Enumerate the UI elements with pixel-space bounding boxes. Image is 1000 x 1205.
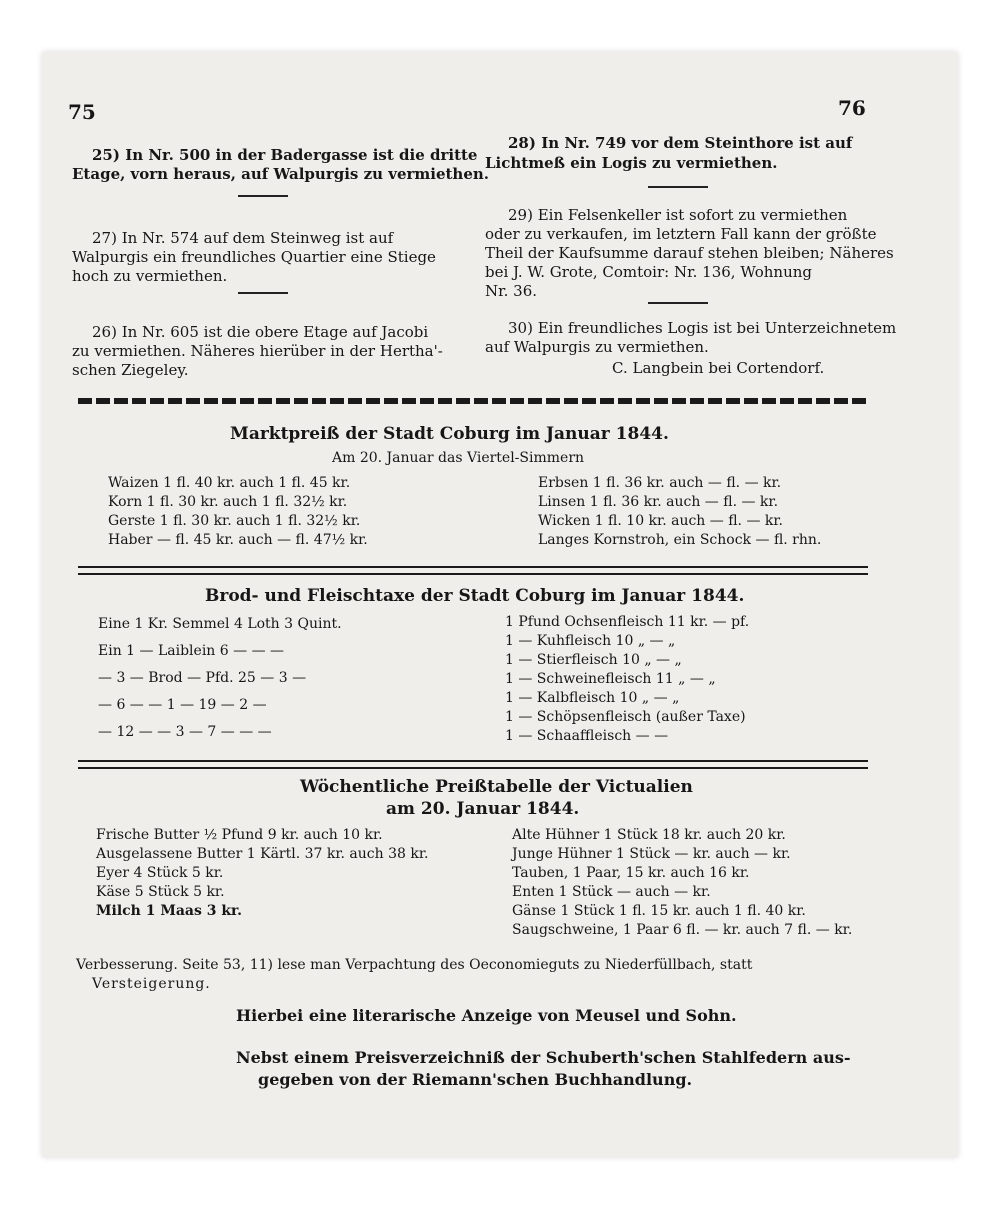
ad-26-line-3: schen Ziegeley. xyxy=(72,361,189,379)
victual-row: Milch 1 Maas 3 kr. xyxy=(96,903,243,919)
ad-30-line-1: 30) Ein freundliches Logis ist bei Unterzeichnetem xyxy=(508,319,897,337)
bread-row: — 6 — — 1 — 19 — 2 — xyxy=(98,697,267,713)
meat-row: 1 — Kalbfleisch 10 „ — „ xyxy=(505,690,680,706)
ad-26-line-1: 26) In Nr. 605 ist die obere Etage auf Jacobi xyxy=(92,323,429,341)
bread-row: Eine 1 Kr. Semmel 4 Loth 3 Quint. xyxy=(98,616,342,632)
separator-rule xyxy=(238,195,288,197)
market-row: Langes Kornstroh, ein Schock — fl. rhn. xyxy=(538,532,822,548)
separator-rule xyxy=(648,302,708,304)
weekly-subtitle: am 20. Januar 1844. xyxy=(386,799,580,819)
victual-row: Alte Hühner 1 Stück 18 kr. auch 20 kr. xyxy=(512,827,786,843)
ad-26-line-2: zu vermiethen. Näheres hierüber in der Hertha'- xyxy=(72,342,443,360)
ad-27-line-1: 27) In Nr. 574 auf dem Steinweg ist auf xyxy=(92,229,394,247)
ad-29-line-5: Nr. 36. xyxy=(485,282,538,300)
separator-rule xyxy=(238,292,288,294)
notice-price-list-line-1: Nebst einem Preisverzeichniß der Schuberth'schen Stahlfedern aus- xyxy=(236,1048,851,1067)
notice-literary: Hierbei eine literarische Anzeige von Meusel und Sohn. xyxy=(236,1006,737,1025)
meat-row: 1 — Schweinefleisch 11 „ — „ xyxy=(505,671,716,687)
ad-30-signature: C. Langbein bei Cortendorf. xyxy=(612,359,825,377)
bread-title: Brod- und Fleischtaxe der Stadt Coburg im Januar 1844. xyxy=(205,586,745,606)
meat-row: 1 Pfund Ochsenfleisch 11 kr. — pf. xyxy=(505,614,750,630)
bread-row: Ein 1 — Laiblein 6 — — — xyxy=(98,643,285,659)
page-number-left: 75 xyxy=(68,100,96,124)
bread-row: — 3 — Brod — Pfd. 25 — 3 — xyxy=(98,670,307,686)
ad-29-line-1: 29) Ein Felsenkeller ist sofort zu vermiethen xyxy=(508,206,848,224)
victual-row: Ausgelassene Butter 1 Kärtl. 37 kr. auch 38 kr. xyxy=(96,846,429,862)
market-row: Linsen 1 fl. 36 kr. auch — fl. — kr. xyxy=(538,494,779,510)
meat-row: 1 — Stierfleisch 10 „ — „ xyxy=(505,652,682,668)
wavy-divider xyxy=(78,398,868,404)
meat-row: 1 — Kuhfleisch 10 „ — „ xyxy=(505,633,676,649)
ad-25-line-1: 25) In Nr. 500 in der Badergasse ist die dritte xyxy=(92,146,478,164)
double-rule xyxy=(78,760,868,769)
bread-row: — 12 — — 3 — 7 — — — xyxy=(98,724,272,740)
ad-28-line-1: 28) In Nr. 749 vor dem Steinthore ist auf xyxy=(508,134,853,152)
double-rule xyxy=(78,566,868,575)
market-row: Gerste 1 fl. 30 kr. auch 1 fl. 32½ kr. xyxy=(108,513,361,529)
separator-rule xyxy=(648,186,708,188)
ad-27-line-2: Walpurgis ein freundliches Quartier eine Stiege xyxy=(72,248,436,266)
page-number-right: 76 xyxy=(838,96,866,120)
victual-row: Saugschweine, 1 Paar 6 fl. — kr. auch 7 fl. — kr. xyxy=(512,922,853,938)
victual-row: Tauben, 1 Paar, 15 kr. auch 16 kr. xyxy=(512,865,750,881)
victual-row: Frische Butter ½ Pfund 9 kr. auch 10 kr. xyxy=(96,827,383,843)
victual-row: Junge Hühner 1 Stück — kr. auch — kr. xyxy=(512,846,791,862)
market-subtitle: Am 20. Januar das Viertel-Simmern xyxy=(332,450,585,466)
ad-29-line-2: oder zu verkaufen, im letztern Fall kann der größte xyxy=(485,225,877,243)
ad-28-line-2: Lichtmeß ein Logis zu vermiethen. xyxy=(485,154,778,172)
victual-row: Enten 1 Stück — auch — kr. xyxy=(512,884,711,900)
ad-29-line-4: bei J. W. Grote, Comtoir: Nr. 136, Wohnung xyxy=(485,263,812,281)
notice-price-list-line-2: gegeben von der Riemann'schen Buchhandlung. xyxy=(258,1070,693,1089)
weekly-title: Wöchentliche Preißtabelle der Victualien xyxy=(300,777,693,797)
victual-row: Gänse 1 Stück 1 fl. 15 kr. auch 1 fl. 40 kr. xyxy=(512,903,806,919)
victual-row: Käse 5 Stück 5 kr. xyxy=(96,884,225,900)
market-title: Marktpreiß der Stadt Coburg im Januar 1844. xyxy=(230,424,669,444)
correction-line-1: Verbesserung. Seite 53, 11) lese man Verpachtung des Oeconomieguts zu Niederfüllbach, statt xyxy=(76,957,753,973)
market-row: Haber — fl. 45 kr. auch — fl. 47½ kr. xyxy=(108,532,368,548)
market-row: Korn 1 fl. 30 kr. auch 1 fl. 32½ kr. xyxy=(108,494,348,510)
market-row: Waizen 1 fl. 40 kr. auch 1 fl. 45 kr. xyxy=(108,475,351,491)
meat-row: 1 — Schaaffleisch — — xyxy=(505,728,669,744)
ad-29-line-3: Theil der Kaufsumme darauf stehen bleiben; Näheres xyxy=(485,244,894,262)
victual-row: Eyer 4 Stück 5 kr. xyxy=(96,865,224,881)
ad-25-line-2: Etage, vorn heraus, auf Walpurgis zu vermiethen. xyxy=(72,165,490,183)
market-row: Wicken 1 fl. 10 kr. auch — fl. — kr. xyxy=(538,513,783,529)
market-row: Erbsen 1 fl. 36 kr. auch — fl. — kr. xyxy=(538,475,782,491)
ad-27-line-3: hoch zu vermiethen. xyxy=(72,267,228,285)
meat-row: 1 — Schöpsenfleisch (außer Taxe) xyxy=(505,709,746,725)
correction-line-2: Versteigerung. xyxy=(92,976,211,992)
ad-30-line-2: auf Walpurgis zu vermiethen. xyxy=(485,338,709,356)
